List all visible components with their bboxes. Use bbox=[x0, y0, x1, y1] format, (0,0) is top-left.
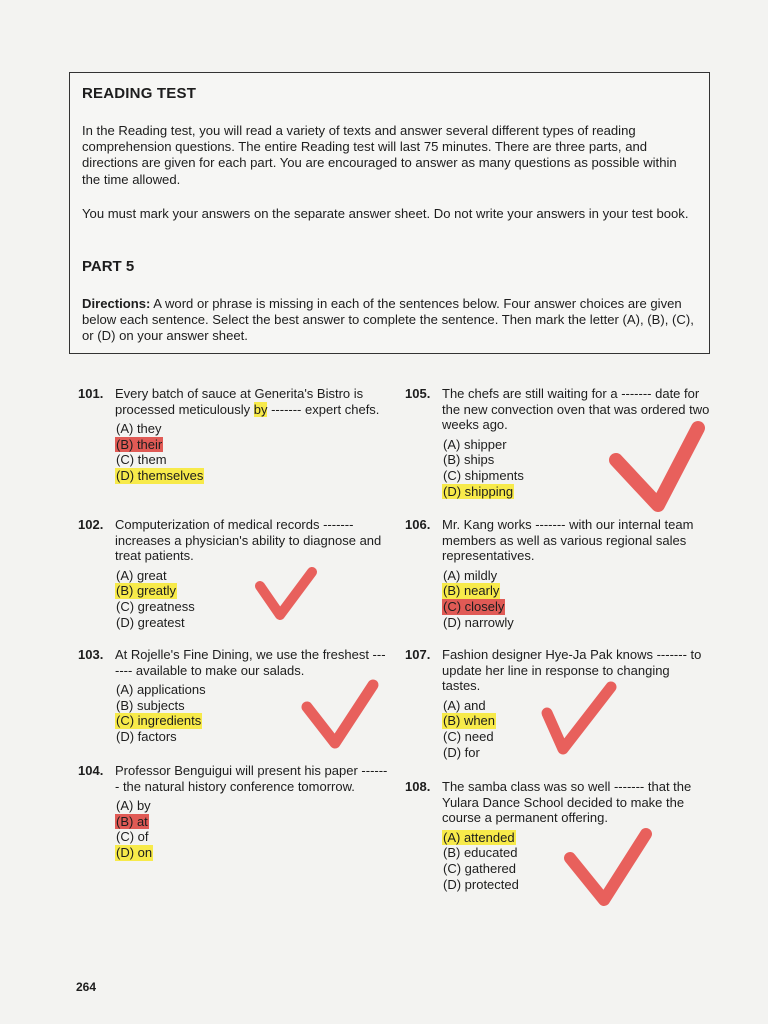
choice-d[interactable]: (D) shipping bbox=[443, 483, 514, 499]
question-number: 108. bbox=[405, 779, 431, 794]
choice-b[interactable]: (B) ships bbox=[443, 452, 495, 468]
choice-b[interactable]: (B) subjects bbox=[116, 697, 185, 713]
answer-sheet-paragraph: You must mark your answers on the separate answer sheet. Do not write your answers in your test book. bbox=[82, 206, 689, 221]
answer-choices bbox=[115, 421, 388, 483]
choice-d[interactable]: (D) factors bbox=[116, 728, 177, 744]
checkmark-icon bbox=[560, 822, 660, 912]
question-102 bbox=[78, 517, 388, 630]
question-104 bbox=[78, 763, 388, 861]
question-number: 107. bbox=[405, 647, 431, 662]
question-106 bbox=[405, 517, 710, 630]
directions-text: A word or phrase is missing in each of the sentences below. Four answer choices are given below each sentence. Select the best answer to complete the sentence. Then mark the letter (A), (B), (C), or (D) on your answer sheet. bbox=[82, 296, 694, 344]
question-number: 104. bbox=[78, 763, 104, 778]
choice-a[interactable]: (A) and bbox=[443, 697, 486, 713]
intro-paragraph: In the Reading test, you will read a variety of texts and answer several different types of reading comprehension questions. The entire Reading test will last 75 minutes. There are three parts, and directions are given for each part. You are encouraged to answer as many questions as possible within the time allowed. bbox=[82, 123, 677, 187]
choice-c[interactable]: (C) ingredients bbox=[116, 713, 202, 729]
choice-c[interactable]: (C) greatness bbox=[116, 598, 195, 614]
choice-d[interactable]: (D) protected bbox=[443, 876, 519, 892]
question-text: The chefs are still waiting for a ------- date for the new convection oven that was ordered two weeks ago. bbox=[442, 386, 710, 433]
choice-a[interactable]: (A) by bbox=[116, 798, 151, 814]
choice-a[interactable]: (A) applications bbox=[116, 682, 206, 698]
highlighted-word: by bbox=[253, 401, 268, 417]
reading-test-title: READING TEST bbox=[82, 85, 197, 102]
part-title: PART 5 bbox=[82, 258, 135, 275]
choice-c[interactable]: (C) need bbox=[443, 728, 494, 744]
checkmark-icon bbox=[250, 560, 325, 625]
page-number: 264 bbox=[76, 980, 97, 994]
choice-b[interactable]: (B) when bbox=[443, 713, 496, 729]
question-text: Fashion designer Hye-Ja Pak knows ------- to update her line in response to changing tastes. bbox=[442, 647, 702, 694]
choice-b[interactable]: (B) educated bbox=[443, 845, 518, 861]
choice-d[interactable]: (D) themselves bbox=[116, 467, 204, 483]
question-number: 101. bbox=[78, 386, 104, 401]
question-number: 106. bbox=[405, 517, 431, 532]
choice-c[interactable]: (C) closely bbox=[443, 598, 505, 614]
answer-choices bbox=[442, 568, 710, 630]
instructions-box bbox=[69, 72, 710, 354]
choice-d[interactable]: (D) greatest bbox=[116, 614, 185, 630]
choice-d[interactable]: (D) narrowly bbox=[443, 614, 514, 630]
choice-a[interactable]: (A) they bbox=[116, 421, 162, 437]
choice-a[interactable]: (A) attended bbox=[443, 829, 515, 845]
choice-d[interactable]: (D) for bbox=[443, 744, 480, 760]
choice-c[interactable]: (C) shipments bbox=[443, 467, 524, 483]
choice-c[interactable]: (C) gathered bbox=[443, 860, 516, 876]
directions-paragraph bbox=[82, 296, 696, 345]
question-108 bbox=[405, 779, 710, 892]
choice-a[interactable]: (A) shipper bbox=[443, 436, 507, 452]
question-number: 102. bbox=[78, 517, 104, 532]
question-text: Computerization of medical records ------- increases a physician's ability to diagnose and treat patients. bbox=[115, 517, 382, 564]
question-text: At Rojelle's Fine Dining, we use the freshest ------- available to make our salads. bbox=[115, 647, 386, 678]
checkmark-icon bbox=[600, 410, 720, 515]
choice-a[interactable]: (A) great bbox=[116, 567, 167, 583]
choice-c[interactable]: (C) them bbox=[116, 452, 167, 468]
choice-b[interactable]: (B) nearly bbox=[443, 583, 500, 599]
question-number: 105. bbox=[405, 386, 431, 401]
choice-b[interactable]: (B) at bbox=[116, 813, 148, 829]
directions-label: Directions: bbox=[82, 296, 151, 311]
choice-b[interactable]: (B) greatly bbox=[116, 583, 176, 599]
checkmark-icon bbox=[297, 675, 387, 755]
choice-a[interactable]: (A) mildly bbox=[443, 567, 498, 583]
question-101 bbox=[78, 386, 388, 484]
question-number: 103. bbox=[78, 647, 104, 662]
choice-c[interactable]: (C) of bbox=[116, 829, 149, 845]
choice-b[interactable]: (B) their bbox=[116, 436, 163, 452]
question-text: Every batch of sauce at Generita's Bistro is processed meticulously by ------- expert chefs. bbox=[115, 386, 380, 417]
question-text: Mr. Kang works ------- with our internal team members as well as various regional sales representatives. bbox=[442, 517, 694, 564]
question-text: The samba class was so well ------- that the Yulara Dance School decided to make the course a permanent offering. bbox=[442, 779, 692, 826]
answer-choices bbox=[115, 798, 388, 860]
question-text: Professor Benguigui will present his paper ------- the natural history conference tomorrow. bbox=[115, 763, 388, 794]
checkmark-icon bbox=[535, 675, 625, 760]
choice-d[interactable]: (D) on bbox=[116, 844, 153, 860]
